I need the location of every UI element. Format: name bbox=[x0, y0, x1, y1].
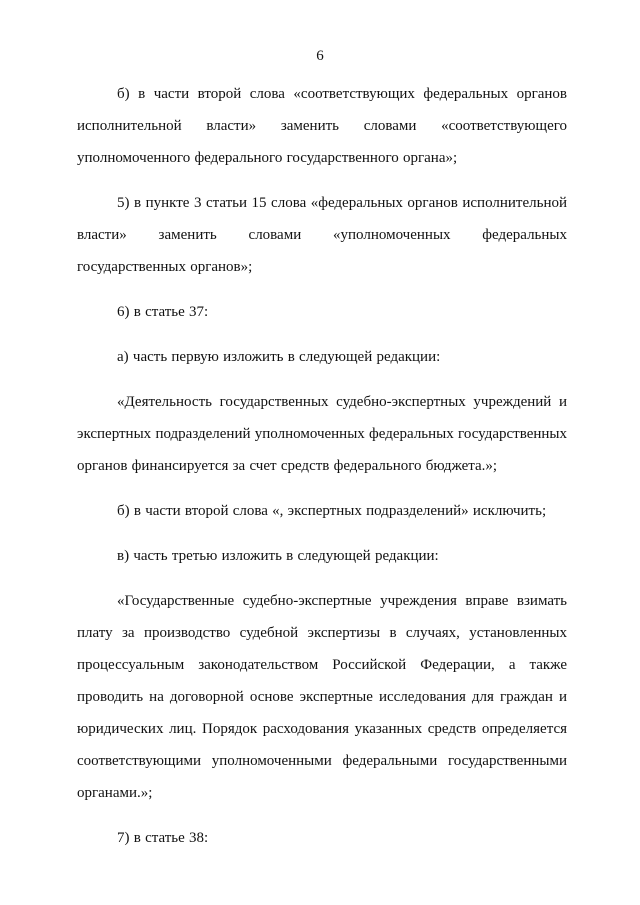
paragraph-item-7: 7) в статье 38: bbox=[117, 830, 209, 846]
paragraph-quote-activity: «Деятельность государственных судебно-экспертных учреждений и экспертных подразделений уполномоченных федеральных государственных органов финансируется за счет средств федерального бюджета.»; bbox=[77, 394, 567, 474]
document-body bbox=[77, 78, 567, 867]
paragraph-sub-b: б) в части второй слова «, экспертных подразделений» исключить; bbox=[117, 503, 547, 519]
paragraph-sub-v: в) часть третью изложить в следующей редакции: bbox=[117, 548, 439, 564]
paragraph-sub-a: а) часть первую изложить в следующей редакции: bbox=[117, 349, 441, 365]
paragraph-item-6: 6) в статье 37: bbox=[117, 304, 209, 320]
paragraph-part-two-b: б) в части второй слова «соответствующих федеральных органов исполнительной власти» заменить словами «соответствующего уполномоченного федерального государственного органа»; bbox=[77, 86, 567, 166]
paragraph-quote-institutions: «Государственные судебно-экспертные учреждения вправе взимать плату за производство судебной экспертизы в случаях, установленных процессуальным законодательством Российской Федерации, а также проводить на договорной основе экспертные исследования для граждан и юридических лиц. Порядок расходования указанных средств определяется соответствующими уполномоченными федеральными государственными органами.»; bbox=[77, 593, 567, 801]
page-number: 6 bbox=[316, 48, 324, 64]
paragraph-item-5: 5) в пункте 3 статьи 15 слова «федеральных органов исполнительной власти» заменить словами «уполномоченных федеральных государственных органов»; bbox=[77, 195, 567, 275]
